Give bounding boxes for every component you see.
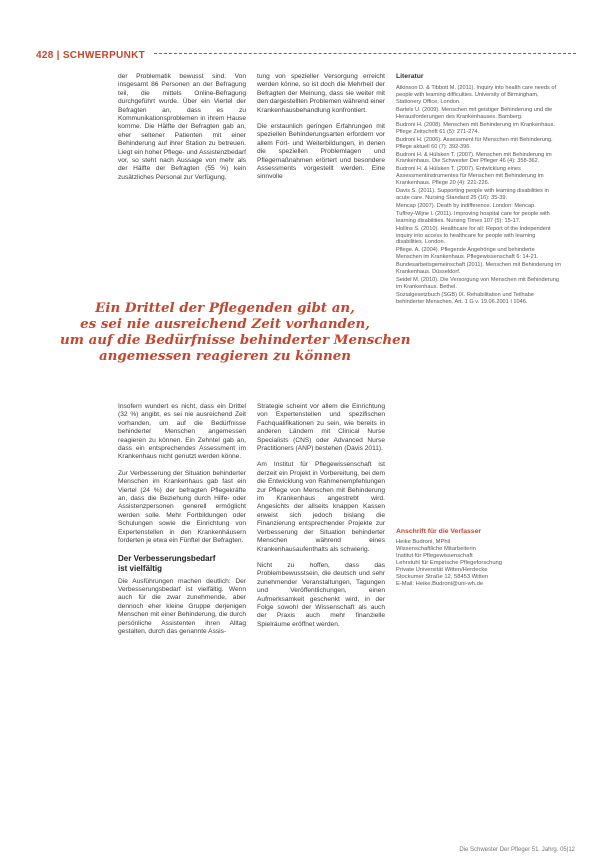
author-line: Institut für Pflegewissenschaft <box>396 553 473 560</box>
header-rule <box>154 53 576 54</box>
reference-item: Davis S. (2011). Supporting people with learning disabilities in acute care. Nursing Standard 25 (16): 35-39. <box>396 188 549 201</box>
paragraph: Die erstaunlich geringen Erfahrungen mit speziellen Behinderungsarten erfordern vor allem Fort- und Weiterbildungen, in denen die speziellen Problemlagen und Pflegemaßnahmen erörtert und besondere Assessments vorgestellt werden. Eine sinnvolle <box>257 123 385 181</box>
paragraph: Zur Verbesserung der Situation behinderter Menschen im Krankenhaus gab fast ein Viertel (24 %) der befragten Pflegekräfte an, dass die Beziehung durch Hilfe- oder Assistenzpersonen generell ermöglicht werden solle. Mehr Fortbildungen oder Schulungen sowie die Einrichtung von Expertenstellen in den Krankenhäusern forderten je etwa ein Fünftel der Befragten. <box>118 469 246 545</box>
reference-item: Budroni H. (2008). Menschen mit Behinderung im Krankenhaus. Pflege Zeitschrift 61 (5): 271-274. <box>396 121 555 135</box>
author-address <box>396 539 561 588</box>
reference-item: Hollins S. (2010). Healthcare for all: Report of the independent inquiry into access to healthcare for people with learning disabilities. London. <box>396 225 551 246</box>
page-header <box>36 45 576 61</box>
references-title: Literatur <box>396 73 424 80</box>
paragraph: Die Ausführungen machen deutlich: Der Verbesserungsbedarf ist vielfältig. Wenn auch für die zwar zunehmende, aber dennoch eher kleine Gruppe derjenigen Menschen mit einer Behinderung, die durch persönliche Assistenten ihren Alltag gestalten, durch das genannte Assis- <box>118 577 246 635</box>
reference-item: Budroni H. & Hülsken T. (2007). Menschen mit Behinderung im Krankenhaus. Die Schwester Der Pfleger 46 (4): 358-362. <box>396 151 552 165</box>
paragraph: Am Institut für Pflegewissenschaft ist derzeit ein Projekt in Vorbereitung, bei dem die Entwicklung von Rahmenempfehlungen zur Pflege von Menschen mit Behinderung im Krankenhaus angestrebt wird. Angesichts der allseits knappen Kassen erweist sich jedoch bislang die Finanzierung entsprechender Projekte zur Verbesserung der Situation behinderter Menschen während eines Krankenhausaufenthalts als schwierig. <box>257 461 385 553</box>
paragraph: Nicht zu hoffen, dass das Problembewusstsein, die deutsch und sehr zunehmender Veranstaltungen, Tagungen und Veröffentlichungen, einen Aufmerksamkeit geschenkt wird, in der Folge sowohl der Wissenschaft als auch der Praxis auch mehr finanzielle Spielräume eröffnet werden. <box>257 561 385 628</box>
sidebar-author <box>396 520 561 588</box>
reference-item: Sozialgesetzbuch (SGB) IX. Rehabilitation und Teilhabe behinderter Menschen. Art. 1 G v. 19.06.2001 I 1046. <box>396 291 534 305</box>
subheading-line: Der Verbesserungsbedarf <box>118 553 216 563</box>
pull-quote-line: angemessen reagieren zu können <box>98 348 352 364</box>
reference-item: Tuffrey-Wijne I. (2011). Improving hospital care for people with learning disabilities. Nursing Times 107 (5): 15-17. <box>396 210 550 224</box>
references-list <box>396 85 561 305</box>
reference-item: Mencap (2007). Death by indifference. London: Mencap. <box>396 202 536 209</box>
column-2-bottom <box>257 403 385 637</box>
author-line: Heike Budroni, MPhil <box>396 539 451 546</box>
reference-item: Pflege. A. (2004). Pflegende Angehörige und behinderte Menschen im Krankenhaus. Pflegewissenschaft 6: 14-21. <box>396 247 539 261</box>
reference-item: Bundesarbeitsgemeinschaft (2011). Menschen mit Behinderung im Krankenhaus. Düsseldorf. <box>396 262 562 276</box>
author-line: Stockumer Straße 12, 58453 Witten <box>396 574 489 581</box>
author-line: Lehrstuhl für Empirische Pflegeforschung <box>396 560 503 567</box>
pull-quote-line: um auf die Bedürfnisse behinderter Menschen <box>60 332 411 348</box>
reference-item: Budroni H. & Hülsken T. (2007). Entwicklung eines Assessmentinstrumentes für Menschen mit Behinderung im Krankenhaus. Pflege 20 (4): 221-226. <box>396 166 544 187</box>
column-1-top <box>118 73 246 190</box>
paragraph: der Problematik bewusst sind. Von insgesamt 86 Personen an der Befragung teil, die mittels Online-Befragung durchgeführt wurde. Über ein Viertel der Befragten an, dass es zu Kommunikationsproblemen in ihrem Hause komme. Die Hälfte der Befragten gab an, eher seltener Patienten mit einer Behinderung auf ihrer Station zu betreuen. Liegt ein hoher Pflege- und Assistenzbedarf vor, so steht nach Aussage von mehr als der Hälfte der Befragten (55 %) kein zusätzliches Personal zur Verfügung. <box>118 73 246 181</box>
author-line: E-Mail: Heike.Budroni@uni-wh.de <box>396 581 484 588</box>
paragraph: Insofern wundert es nicht, dass ein Drittel (32 %) angibt, es sei nie ausreichend Zeit vorhanden, um auf die Bedürfnisse behinderter Menschen angemessen reagieren zu können. Ein Zehntel gab an, dass ein entsprechendes Assessment im Krankenhaus nicht genutzt werden könne. <box>118 403 246 461</box>
reference-item: Atkinson D. & Tibbott M. (2011). Inquiry into health care needs of people with learning difficulties. University of Birmingham, Stationery Office, London. <box>396 85 557 106</box>
page-footer: Die Schwester Der Pfleger 51. Jahrg. 05|12 <box>459 847 575 853</box>
pull-quote-line: es sei nie ausreichend Zeit vorhanden, <box>80 316 370 332</box>
paragraph: Strategie scheint vor allem die Einrichtung von Expertenstellen und spezifischen Fachqualifikationen zu sein, wie bereits in anderen Ländern mit Clinical Nurse Specialists (CNS) oder Advanced Nurse Practitioners (ANP) bestehen (Davis 2011). <box>257 403 385 453</box>
pull-quote-line: Ein Drittel der Pflegenden gibt an, <box>95 300 355 316</box>
reference-item: Budroni H. (2006). Assessment für Menschen mit Behinderung. Pflege aktuell 60 (7): 392-396. <box>396 136 553 150</box>
column-1-bottom <box>118 403 246 644</box>
reference-item: Bartels U. (2009). Menschen mit geistiger Behinderung und die Herausforderungen des Krankenhauses. Bamberg. <box>396 107 553 121</box>
section-subheading <box>118 554 246 574</box>
page-section-label: 428 | SCHWERPUNKT <box>36 50 146 61</box>
sidebar-references <box>396 73 561 307</box>
column-2-top <box>257 73 385 190</box>
author-line: Private Universität Witten/Herdecke <box>396 567 488 574</box>
pull-quote <box>60 300 411 364</box>
author-title: Anschrift für die Verfasser <box>396 528 481 535</box>
author-line: Wissenschaftliche Mitarbeiterin <box>396 546 476 553</box>
reference-item: Seidel M. (2010). Die Versorgung von Menschen mit Behinderung im Krankenhaus. Bethel. <box>396 276 559 290</box>
paragraph: tung von spezieller Versorgung erreicht werden könne, so ist doch die Mehrheit der Befragten der Meinung, dass sie weiter mit den dargestellten Problemen während einer Krankenhausbehandlung konfrontiert. <box>257 73 385 114</box>
subheading-line: ist vielfältig <box>118 563 163 573</box>
